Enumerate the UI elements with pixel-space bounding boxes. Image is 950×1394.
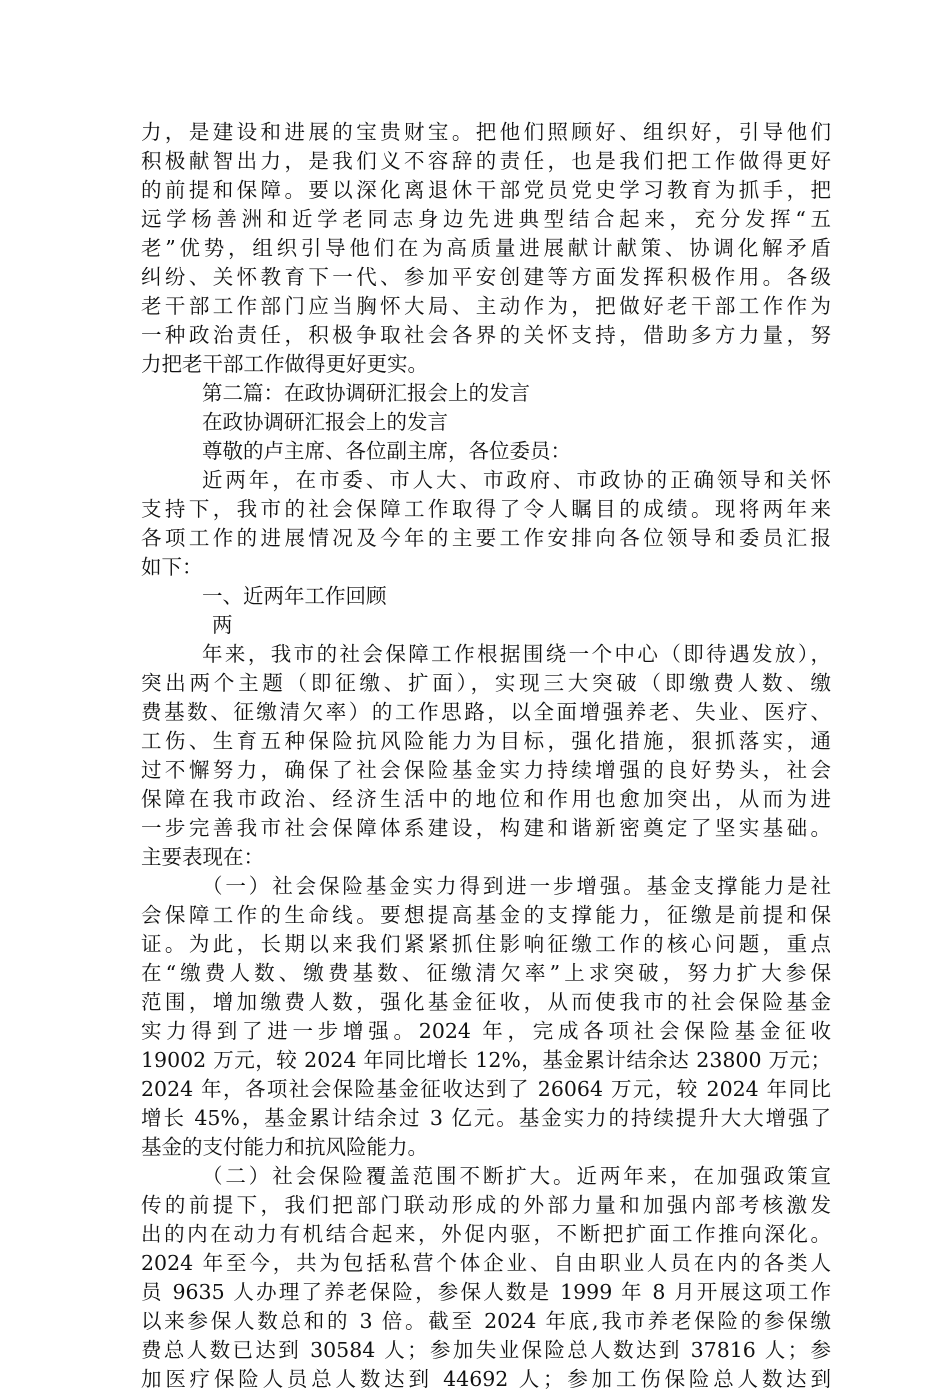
text-line: 在“缴费人数、缴费基数、征缴清欠率”上求突破，努力扩大参保 — [141, 961, 831, 985]
text-line: 两 — [212, 613, 233, 637]
text-line: 一种政治责任，积极争取社会各界的关怀支持，借助多方力量，努 — [141, 323, 831, 347]
text-line: 范围，增加缴费人数，强化基金征收，从而使我市的社会保险基金 — [141, 990, 831, 1014]
text-line: 会保障工作的生命线。要想提高基金的支撑能力，征缴是前提和保 — [141, 903, 831, 927]
text-line: 以来参保人数总和的 3 倍。截至 2024 年底,我市养老保险的参保缴 — [141, 1309, 831, 1333]
text-line: 传的前提下，我们把部门联动形成的外部力量和加强内部考核激发 — [141, 1193, 831, 1217]
text-line: 如下： — [141, 555, 203, 579]
text-line: 年来，我市的社会保障工作根据围绕一个中心（即待遇发放）， — [202, 642, 831, 666]
text-line: 第二篇：在政协调研汇报会上的发言 — [202, 381, 530, 405]
text-line: 在政协调研汇报会上的发言 — [202, 410, 448, 434]
text-line: 19002 万元，较 2024 年同比增长 12%，基金累计结余达 23800 万元； — [141, 1048, 831, 1072]
text-line: 出的内在动力有机结合起来，外促内驱，不断把扩面工作推向深化。 — [141, 1222, 831, 1246]
text-line: 一步完善我市社会保障体系建设，构建和谐新密奠定了坚实基础。 — [141, 816, 831, 840]
text-line: 主要表现在： — [141, 845, 264, 869]
text-line: （二）社会保险覆盖范围不断扩大。近两年来，在加强政策宣 — [202, 1164, 831, 1188]
text-line: 增长 45%，基金累计结余过 3 亿元。基金实力的持续提升大大增强了 — [141, 1106, 831, 1130]
text-line: 力把老干部工作做得更好更实。 — [141, 352, 428, 376]
text-line: 2024 年，各项社会保险基金征收达到了 26064 万元，较 2024 年同比 — [141, 1077, 831, 1101]
text-line: 加医疗保险人员总人数达到 44692 人；参加工伤保险总人数达到 — [141, 1367, 831, 1391]
text-line: 费基数、征缴清欠率）的工作思路，以全面增强养老、失业、医疗、 — [141, 700, 831, 724]
text-line: 各项工作的进展情况及今年的主要工作安排向各位领导和委员汇报 — [141, 526, 831, 550]
text-line: 过不懈努力，确保了社会保险基金实力持续增强的良好势头，社会 — [141, 758, 831, 782]
text-line: 力，是建设和进展的宝贵财宝。把他们照顾好、组织好，引导他们 — [141, 120, 831, 144]
text-line: 一、近两年工作回顾 — [202, 584, 387, 608]
text-line: 支持下，我市的社会保障工作取得了令人瞩目的成绩。现将两年来 — [141, 497, 831, 521]
text-line: （一）社会保险基金实力得到进一步增强。基金支撑能力是社 — [202, 874, 831, 898]
text-line: 老”优势，组织引导他们在为高质量进展献计献策、协调化解矛盾 — [141, 236, 831, 260]
document-body — [141, 118, 831, 1394]
text-line: 老干部工作部门应当胸怀大局、主动作为，把做好老干部工作作为 — [141, 294, 831, 318]
text-line: 员 9635 人办理了养老保险，参保人数是 1999 年 8 月开展这项工作 — [141, 1280, 831, 1304]
text-line: 的前提和保障。要以深化离退休干部党员党史学习教育为抓手，把 — [141, 178, 831, 202]
text-line: 纠纷、关怀教育下一代、参加平安创建等方面发挥积极作用。各级 — [141, 265, 831, 289]
text-line: 保障在我市政治、经济生活中的地位和作用也愈加突出，从而为进 — [141, 787, 831, 811]
text-line: 基金的支付能力和抗风险能力。 — [141, 1135, 428, 1159]
text-line: 近两年，在市委、市人大、市政府、市政协的正确领导和关怀 — [202, 468, 831, 492]
text-line: 尊敬的卢主席、各位副主席，各位委员： — [202, 439, 571, 463]
text-line: 工伤、生育五种保险抗风险能力为目标，强化措施，狠抓落实，通 — [141, 729, 831, 753]
text-line: 实力得到了进一步增强。2024 年，完成各项社会保险基金征收 — [141, 1019, 831, 1043]
text-line: 证。为此，长期以来我们紧紧抓住影响征缴工作的核心问题，重点 — [141, 932, 831, 956]
text-line: 2024 年至今，共为包括私营个体企业、自由职业人员在内的各类人 — [141, 1251, 831, 1275]
text-line: 突出两个主题（即征缴、扩面），实现三大突破（即缴费人数、缴 — [141, 671, 831, 695]
text-line: 积极献智出力，是我们义不容辞的责任，也是我们把工作做得更好 — [141, 149, 831, 173]
text-line: 远学杨善洲和近学老同志身边先进典型结合起来，充分发挥“五 — [141, 207, 831, 231]
text-line: 费总人数已达到 30584 人；参加失业保险总人数达到 37816 人；参 — [141, 1338, 831, 1362]
